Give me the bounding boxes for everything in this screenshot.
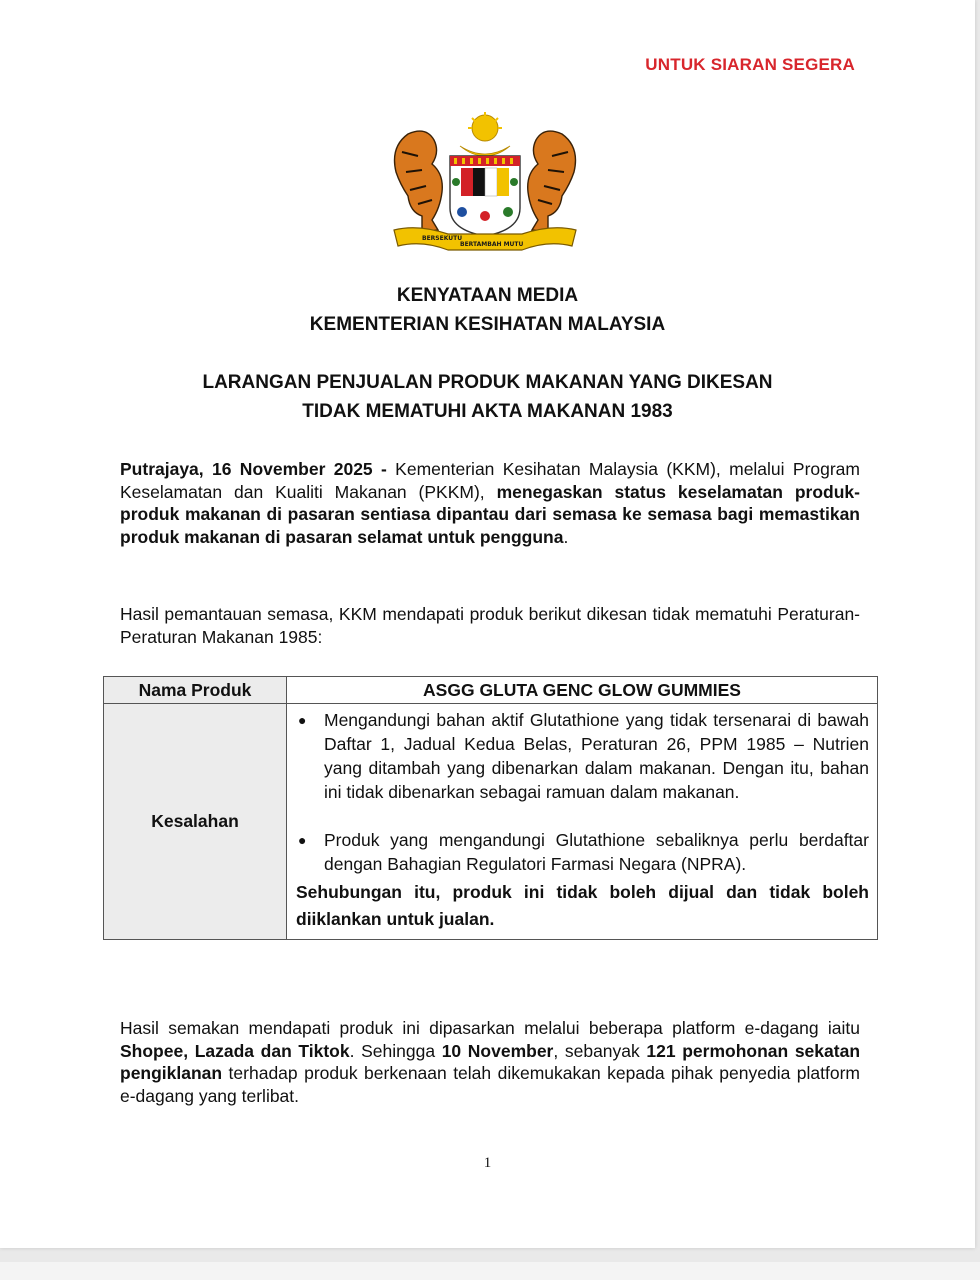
paragraph-intro <box>120 458 860 548</box>
row-label-offence: Kesalahan <box>104 704 287 940</box>
column-header-product-name: Nama Produk <box>104 677 287 704</box>
ecommerce-text: terhadap produk berkenaan telah dikemukakan kepada pihak penyedia platform e-dagang yang terlibat. <box>120 1063 860 1106</box>
dateline: Putrajaya, 16 November 2025 - <box>120 459 387 479</box>
request-count: 121 permohonan sekatan pengiklanan <box>120 1040 861 1083</box>
intro-end: . <box>563 526 569 547</box>
page-number: 1 <box>483 1155 492 1171</box>
header-line-2: KEMENTERIAN KESIHATAN MALAYSIA <box>309 314 666 335</box>
conclusion-text: Sehubungan itu, produk ini tidak boleh dijual dan tidak boleh diiklankan untuk jualan. <box>296 882 869 929</box>
intro-text: Kementerian Kesihatan Malaysia (KKM), melalui Program Keselamatan dan Kualiti Makanan (PKKM), <box>120 459 860 502</box>
list-item <box>296 828 869 876</box>
paragraph-findings: Hasil pemantauan semasa, KKM mendapati produk berikut dikesan tidak mematuhi Peraturan-Peraturan Makanan 1985: <box>120 604 860 647</box>
release-label: UNTUK SIARAN SEGERA <box>645 55 855 74</box>
ecommerce-text: . Sehingga <box>349 1040 442 1061</box>
cutoff-date: 10 November <box>441 1040 554 1061</box>
crest-motto-right: BERTAMBAH MUTU <box>460 241 524 248</box>
ecommerce-text: , sebanyak <box>553 1040 647 1061</box>
bullet-icon: ● <box>298 712 307 728</box>
title-line-2: TIDAK MEMATUHI AKTA MAKANAN 1983 <box>302 401 673 422</box>
document-header <box>0 281 975 339</box>
bullet-icon: ● <box>298 832 307 848</box>
title-line-1: LARANGAN PENJUALAN PRODUK MAKANAN YANG DIKESAN <box>202 372 773 393</box>
table-row <box>104 677 878 704</box>
product-table <box>103 676 878 940</box>
ecommerce-text: Hasil semakan mendapati produk ini dipasarkan melalui beberapa platform e-dagang iaitu <box>120 1018 860 1038</box>
offence-details <box>287 704 878 940</box>
intro-emphasis: menegaskan status keselamatan produk-produk makanan di pasaran sentiasa dipantau dari semasa ke semasa bagi memastikan produk makanan di pasaran selamat untuk pengguna <box>120 481 860 547</box>
document-title <box>0 368 975 426</box>
crest-motto-left: BERSEKUTU <box>422 235 463 242</box>
bullet-text: Mengandungi bahan aktif Glutathione yang tidak tersenarai di bawah Daftar 1, Jadual Kedua Belas, Peraturan 26, PPM 1985 – Nutrien yang ditambah yang dibenarkan dalam makanan. Dengan itu, bahan ini tidak dibenarkan sebagai ramuan dalam makanan. <box>324 710 869 802</box>
paragraph-ecommerce <box>120 1017 860 1107</box>
bullet-text: Produk yang mengandungi Glutathione sebaliknya perlu berdaftar dengan Bahagian Regulatori Farmasi Negara (NPRA). <box>324 830 869 874</box>
table-row <box>104 704 878 940</box>
next-page-edge <box>0 1262 980 1280</box>
platform-names: Shopee, Lazada dan Tiktok <box>120 1040 350 1061</box>
product-name: ASGG GLUTA GENC GLOW GUMMIES <box>287 677 878 704</box>
coat-of-arms-emblem <box>388 112 582 258</box>
list-item <box>296 708 869 804</box>
header-line-1: KENYATAAN MEDIA <box>396 285 579 306</box>
